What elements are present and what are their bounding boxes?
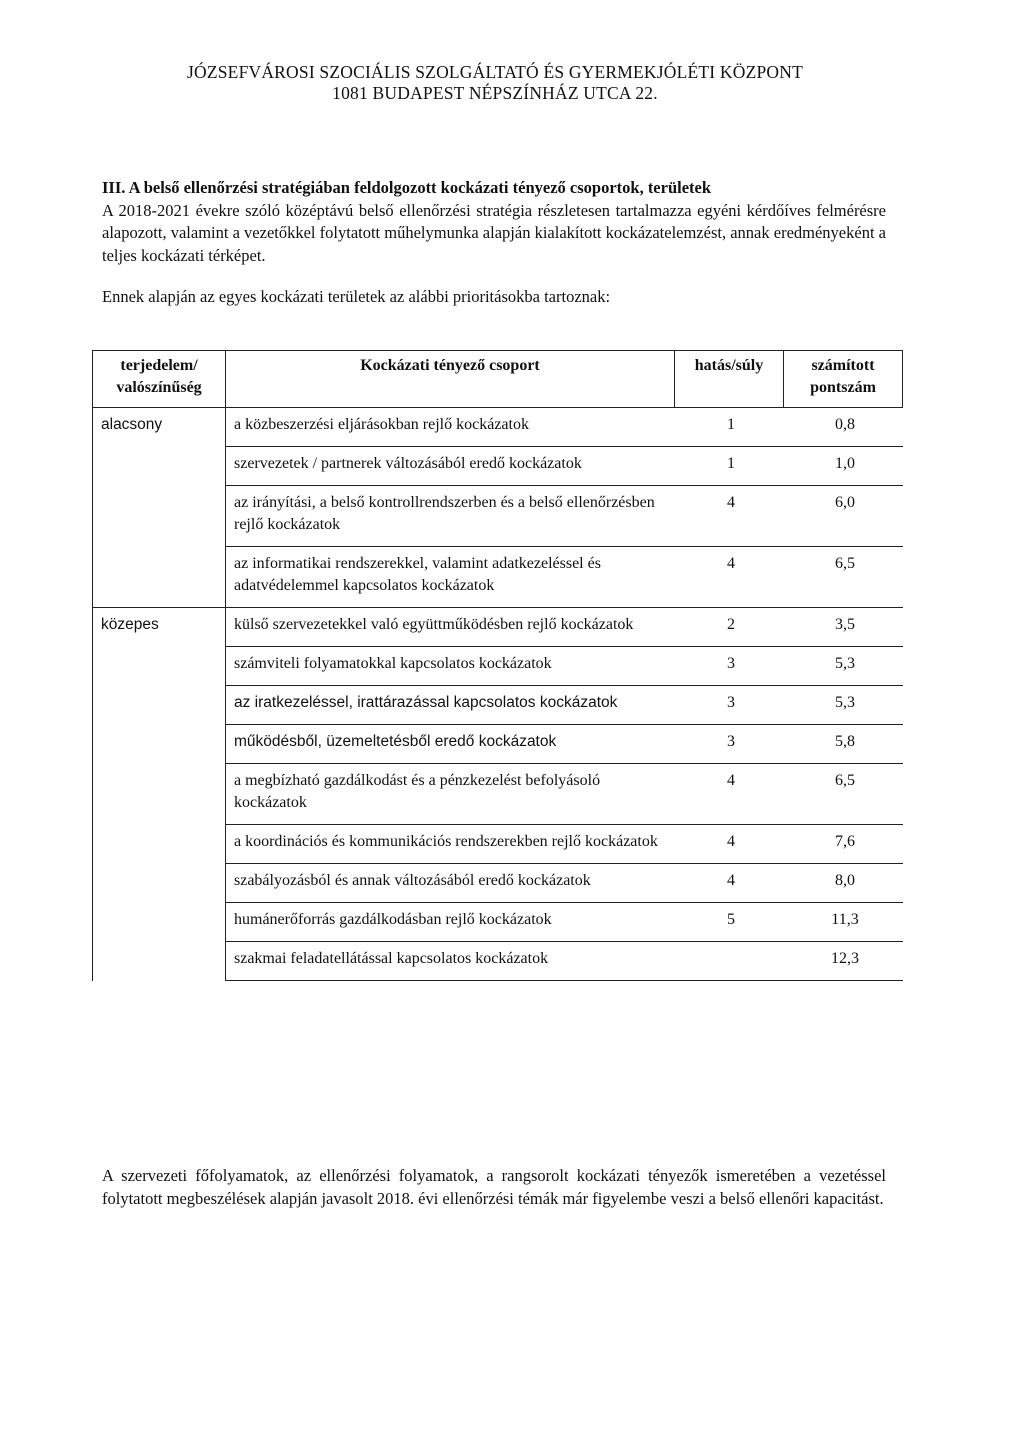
risk-impact: 1	[675, 447, 784, 486]
risk-score: 6,5	[784, 764, 903, 825]
section-intro	[102, 177, 886, 267]
level-medium: közepes	[93, 608, 226, 981]
risk-group: a koordinációs és kommunikációs rendszerekben rejlő kockázatok	[226, 825, 675, 864]
risk-impact: 2	[675, 608, 784, 647]
header-impact: hatás/súly	[675, 351, 784, 408]
table-row	[93, 608, 903, 647]
risk-score: 5,3	[784, 686, 903, 725]
section-paragraph: A 2018-2021 évekre szóló középtávú belső ellenőrzési stratégia részletesen tartalmazza egyéni kérdőíves felmérésre alapozott, valamint a vezetőkkel folytatott műhelymunka alapján kialakított kockázatelemzést, annak eredményeként a teljes kockázati térképet.	[102, 200, 886, 265]
closing-paragraph: A szervezeti főfolyamatok, az ellenőrzési folyamatok, a rangsorolt kockázati tényezők ismeretében a vezetéssel folytatott megbeszélések alapján javasolt 2018. évi ellenőrzési témák már figyelembe veszi a belső ellenőri kapacitást.	[102, 1166, 886, 1208]
risk-impact: 4	[675, 864, 784, 903]
header-scope: terjedelem/ valószínűség	[93, 351, 226, 408]
risk-group: humánerőforrás gazdálkodásban rejlő kockázatok	[226, 903, 675, 942]
risk-impact: 1	[675, 408, 784, 447]
level-low: alacsony	[93, 408, 226, 608]
risk-group: a megbízható gazdálkodást és a pénzkezelést befolyásoló kockázatok	[226, 764, 675, 825]
risk-impact: 3	[675, 686, 784, 725]
risk-group: az informatikai rendszerekkel, valamint adatkezeléssel és adatvédelemmel kapcsolatos kockázatok	[226, 547, 675, 608]
risk-impact	[675, 942, 784, 981]
risk-group: az iratkezeléssel, irattárazással kapcsolatos kockázatok	[226, 686, 675, 725]
risk-group: külső szervezetekkel való együttműködésben rejlő kockázatok	[226, 608, 675, 647]
risk-group: szakmai feladatellátással kapcsolatos kockázatok	[226, 942, 675, 981]
risk-group: a közbeszerzési eljárásokban rejlő kockázatok	[226, 408, 675, 447]
risk-score: 5,3	[784, 647, 903, 686]
priorities-intro: Ennek alapján az egyes kockázati területek az alábbi prioritásokba tartoznak:	[102, 287, 611, 306]
risk-score: 3,5	[784, 608, 903, 647]
table-row	[93, 408, 903, 447]
risk-table	[92, 350, 903, 981]
risk-score: 0,8	[784, 408, 903, 447]
risk-impact: 4	[675, 486, 784, 547]
risk-score: 5,8	[784, 725, 903, 764]
risk-impact: 4	[675, 547, 784, 608]
organization-address: 1081 BUDAPEST NÉPSZÍNHÁZ UTCA 22.	[332, 83, 658, 103]
risk-impact: 3	[675, 725, 784, 764]
organization-name: JÓZSEFVÁROSI SZOCIÁLIS SZOLGÁLTATÓ ÉS GYERMEKJÓLÉTI KÖZPONT	[187, 62, 803, 82]
risk-group: működésből, üzemeltetésből eredő kockázatok	[226, 725, 675, 764]
header-score: számított pontszám	[784, 351, 903, 408]
risk-impact: 4	[675, 825, 784, 864]
risk-score: 8,0	[784, 864, 903, 903]
risk-group: szabályozásból és annak változásából eredő kockázatok	[226, 864, 675, 903]
risk-score: 7,6	[784, 825, 903, 864]
table-header-row	[93, 351, 903, 408]
section-heading: III. A belső ellenőrzési stratégiában feldolgozott kockázati tényező csoportok, területek	[102, 178, 712, 197]
risk-group: szervezetek / partnerek változásából eredő kockázatok	[226, 447, 675, 486]
risk-impact: 3	[675, 647, 784, 686]
risk-impact: 4	[675, 764, 784, 825]
risk-score: 6,5	[784, 547, 903, 608]
document-header	[0, 62, 990, 104]
risk-group: számviteli folyamatokkal kapcsolatos kockázatok	[226, 647, 675, 686]
risk-score: 1,0	[784, 447, 903, 486]
risk-score: 6,0	[784, 486, 903, 547]
risk-score: 12,3	[784, 942, 903, 981]
risk-score: 11,3	[784, 903, 903, 942]
header-group: Kockázati tényező csoport	[226, 351, 675, 408]
risk-impact: 5	[675, 903, 784, 942]
risk-group: az irányítási, a belső kontrollrendszerben és a belső ellenőrzésben rejlő kockázatok	[226, 486, 675, 547]
